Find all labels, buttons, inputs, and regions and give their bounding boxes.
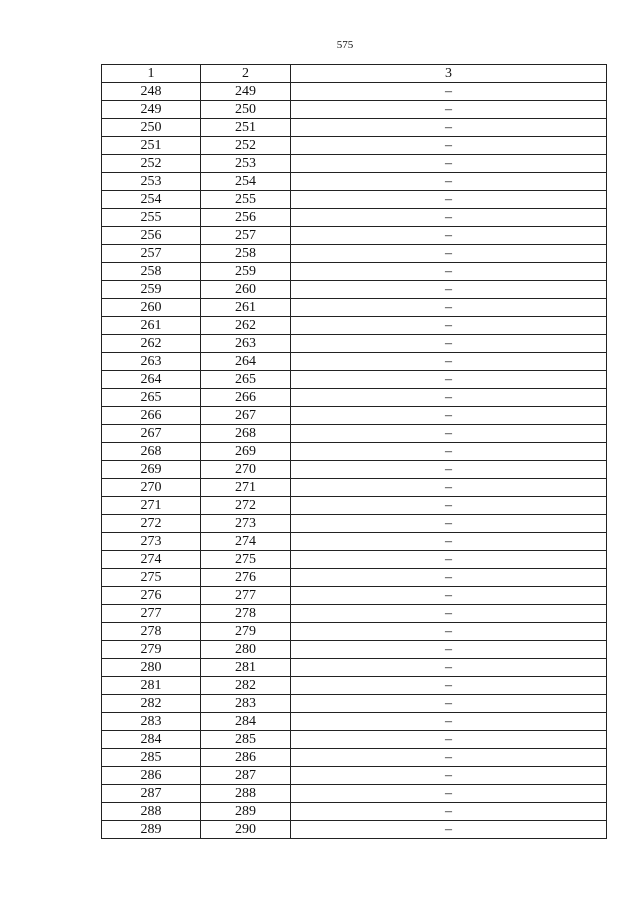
table-cell-col-2: 285 xyxy=(201,731,291,749)
table-cell-col-3: – xyxy=(291,83,607,101)
table-row xyxy=(102,137,607,155)
table-row xyxy=(102,749,607,767)
table-cell-col-1: 280 xyxy=(102,659,201,677)
table-cell-col-3: – xyxy=(291,335,607,353)
table-cell-col-2: 268 xyxy=(201,425,291,443)
table-cell-col-2: 288 xyxy=(201,785,291,803)
table-row xyxy=(102,587,607,605)
table-cell-col-3: – xyxy=(291,821,607,839)
table-cell-col-3: – xyxy=(291,497,607,515)
table-row xyxy=(102,659,607,677)
table-cell-col-3: – xyxy=(291,407,607,425)
table-cell-col-3: – xyxy=(291,587,607,605)
table-cell-col-2: 262 xyxy=(201,317,291,335)
table-cell-col-3: – xyxy=(291,731,607,749)
table-row xyxy=(102,191,607,209)
table-cell-col-2: 287 xyxy=(201,767,291,785)
table-cell-col-3: – xyxy=(291,461,607,479)
table-row xyxy=(102,695,607,713)
table-cell-col-3: – xyxy=(291,371,607,389)
table-cell-col-3: – xyxy=(291,227,607,245)
table-cell-col-3: – xyxy=(291,803,607,821)
table-cell-col-3: – xyxy=(291,677,607,695)
table-cell-col-2: 283 xyxy=(201,695,291,713)
table-row xyxy=(102,533,607,551)
table-cell-col-2: 280 xyxy=(201,641,291,659)
table-cell-col-2: 255 xyxy=(201,191,291,209)
table-row xyxy=(102,173,607,191)
table-cell-col-2: 277 xyxy=(201,587,291,605)
table-cell-col-1: 279 xyxy=(102,641,201,659)
table-cell-col-1: 251 xyxy=(102,137,201,155)
table-cell-col-3: – xyxy=(291,659,607,677)
table-cell-col-1: 262 xyxy=(102,335,201,353)
table-cell-col-1: 261 xyxy=(102,317,201,335)
table-row xyxy=(102,731,607,749)
table-row xyxy=(102,281,607,299)
table-row xyxy=(102,155,607,173)
table-cell-col-1: 286 xyxy=(102,767,201,785)
table-cell-col-3: – xyxy=(291,785,607,803)
table-body xyxy=(102,83,607,839)
table-cell-col-3: – xyxy=(291,281,607,299)
table-row xyxy=(102,245,607,263)
table-cell-col-3: – xyxy=(291,263,607,281)
table-cell-col-3: – xyxy=(291,245,607,263)
table-cell-col-3: – xyxy=(291,155,607,173)
table-cell-col-1: 266 xyxy=(102,407,201,425)
table-row xyxy=(102,461,607,479)
table-cell-col-1: 277 xyxy=(102,605,201,623)
table-cell-col-2: 251 xyxy=(201,119,291,137)
table-cell-col-3: – xyxy=(291,173,607,191)
table-cell-col-1: 253 xyxy=(102,173,201,191)
table-cell-col-1: 272 xyxy=(102,515,201,533)
table-cell-col-3: – xyxy=(291,533,607,551)
table-cell-col-2: 250 xyxy=(201,101,291,119)
table-cell-col-3: – xyxy=(291,479,607,497)
table-cell-col-3: – xyxy=(291,299,607,317)
table-cell-col-1: 259 xyxy=(102,281,201,299)
table-cell-col-1: 252 xyxy=(102,155,201,173)
table-cell-col-2: 249 xyxy=(201,83,291,101)
table-cell-col-3: – xyxy=(291,137,607,155)
table-cell-col-1: 273 xyxy=(102,533,201,551)
table-cell-col-1: 283 xyxy=(102,713,201,731)
table-row xyxy=(102,371,607,389)
table-cell-col-1: 274 xyxy=(102,551,201,569)
table-row xyxy=(102,569,607,587)
table-row xyxy=(102,551,607,569)
column-header-3: 3 xyxy=(291,65,607,83)
table-cell-col-2: 271 xyxy=(201,479,291,497)
table-cell-col-2: 261 xyxy=(201,299,291,317)
table-cell-col-3: – xyxy=(291,767,607,785)
table-cell-col-1: 278 xyxy=(102,623,201,641)
table-cell-col-1: 249 xyxy=(102,101,201,119)
table-cell-col-2: 259 xyxy=(201,263,291,281)
table-cell-col-3: – xyxy=(291,317,607,335)
table-row xyxy=(102,335,607,353)
table-cell-col-2: 258 xyxy=(201,245,291,263)
table-cell-col-2: 256 xyxy=(201,209,291,227)
table-cell-col-1: 265 xyxy=(102,389,201,407)
table-cell-col-2: 279 xyxy=(201,623,291,641)
table-cell-col-1: 288 xyxy=(102,803,201,821)
table-cell-col-3: – xyxy=(291,623,607,641)
table-row xyxy=(102,713,607,731)
table-row xyxy=(102,101,607,119)
table-cell-col-2: 260 xyxy=(201,281,291,299)
table-row xyxy=(102,803,607,821)
table-cell-col-1: 270 xyxy=(102,479,201,497)
table-cell-col-3: – xyxy=(291,749,607,767)
table-cell-col-1: 287 xyxy=(102,785,201,803)
table-cell-col-3: – xyxy=(291,515,607,533)
table-cell-col-1: 281 xyxy=(102,677,201,695)
table-cell-col-3: – xyxy=(291,713,607,731)
table-cell-col-3: – xyxy=(291,551,607,569)
table-cell-col-3: – xyxy=(291,191,607,209)
table-cell-col-1: 268 xyxy=(102,443,201,461)
table-row xyxy=(102,263,607,281)
table-cell-col-1: 282 xyxy=(102,695,201,713)
table-cell-col-1: 271 xyxy=(102,497,201,515)
table-cell-col-3: – xyxy=(291,641,607,659)
table-cell-col-2: 269 xyxy=(201,443,291,461)
table-row xyxy=(102,299,607,317)
table-cell-col-1: 267 xyxy=(102,425,201,443)
table-row xyxy=(102,677,607,695)
table-row xyxy=(102,209,607,227)
table-cell-col-3: – xyxy=(291,569,607,587)
table-cell-col-1: 263 xyxy=(102,353,201,371)
table-cell-col-2: 282 xyxy=(201,677,291,695)
table-cell-col-1: 255 xyxy=(102,209,201,227)
table-cell-col-1: 285 xyxy=(102,749,201,767)
table-cell-col-2: 272 xyxy=(201,497,291,515)
table-cell-col-2: 290 xyxy=(201,821,291,839)
table-cell-col-1: 289 xyxy=(102,821,201,839)
table-row xyxy=(102,425,607,443)
table-row xyxy=(102,83,607,101)
table-cell-col-2: 284 xyxy=(201,713,291,731)
table-cell-col-2: 278 xyxy=(201,605,291,623)
table-cell-col-1: 256 xyxy=(102,227,201,245)
table-cell-col-2: 274 xyxy=(201,533,291,551)
table-cell-col-1: 269 xyxy=(102,461,201,479)
table-cell-col-1: 264 xyxy=(102,371,201,389)
column-header-2: 2 xyxy=(201,65,291,83)
table-cell-col-3: – xyxy=(291,389,607,407)
table-cell-col-3: – xyxy=(291,209,607,227)
table-cell-col-3: – xyxy=(291,605,607,623)
table-cell-col-3: – xyxy=(291,443,607,461)
table-cell-col-1: 275 xyxy=(102,569,201,587)
table-cell-col-2: 253 xyxy=(201,155,291,173)
table-cell-col-2: 286 xyxy=(201,749,291,767)
table-row xyxy=(102,479,607,497)
table-cell-col-2: 252 xyxy=(201,137,291,155)
table-cell-col-2: 289 xyxy=(201,803,291,821)
table-cell-col-2: 266 xyxy=(201,389,291,407)
table-row xyxy=(102,515,607,533)
table-row xyxy=(102,353,607,371)
table-cell-col-2: 264 xyxy=(201,353,291,371)
column-header-1: 1 xyxy=(102,65,201,83)
table-cell-col-3: – xyxy=(291,119,607,137)
table-cell-col-3: – xyxy=(291,425,607,443)
table-cell-col-2: 254 xyxy=(201,173,291,191)
table-row xyxy=(102,407,607,425)
table-cell-col-1: 257 xyxy=(102,245,201,263)
table-cell-col-2: 263 xyxy=(201,335,291,353)
data-table xyxy=(101,64,607,839)
table-cell-col-1: 260 xyxy=(102,299,201,317)
table-row xyxy=(102,767,607,785)
table-cell-col-1: 258 xyxy=(102,263,201,281)
table-cell-col-1: 276 xyxy=(102,587,201,605)
table-row xyxy=(102,623,607,641)
table-row xyxy=(102,821,607,839)
table-header xyxy=(102,65,607,83)
table-cell-col-3: – xyxy=(291,101,607,119)
table-cell-col-3: – xyxy=(291,353,607,371)
page-number: 575 xyxy=(336,39,354,51)
table-cell-col-2: 270 xyxy=(201,461,291,479)
table-row xyxy=(102,119,607,137)
table-cell-col-3: – xyxy=(291,695,607,713)
table-row xyxy=(102,605,607,623)
table-cell-col-2: 265 xyxy=(201,371,291,389)
table-cell-col-2: 276 xyxy=(201,569,291,587)
table-cell-col-2: 273 xyxy=(201,515,291,533)
table-cell-col-2: 281 xyxy=(201,659,291,677)
table-cell-col-2: 275 xyxy=(201,551,291,569)
table-row xyxy=(102,389,607,407)
header-row xyxy=(102,65,607,83)
table-row xyxy=(102,227,607,245)
table-row xyxy=(102,497,607,515)
table-cell-col-1: 248 xyxy=(102,83,201,101)
table-cell-col-1: 250 xyxy=(102,119,201,137)
table-cell-col-1: 254 xyxy=(102,191,201,209)
table-row xyxy=(102,317,607,335)
table-row xyxy=(102,641,607,659)
table-cell-col-1: 284 xyxy=(102,731,201,749)
table-row xyxy=(102,785,607,803)
table-cell-col-2: 267 xyxy=(201,407,291,425)
table-cell-col-2: 257 xyxy=(201,227,291,245)
table-row xyxy=(102,443,607,461)
